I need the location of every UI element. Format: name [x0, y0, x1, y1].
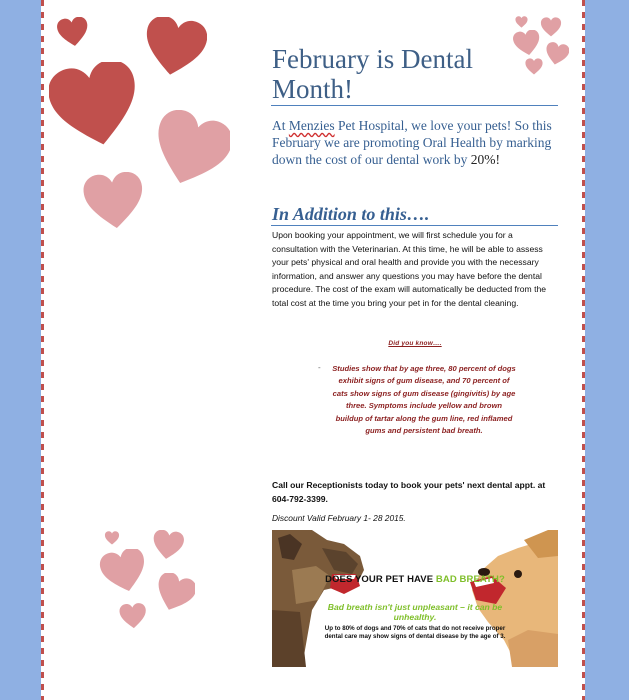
discount-percent: 20%! [470, 152, 500, 167]
ad-headline-highlight: BAD BREATH? [435, 574, 505, 585]
section-heading: In Addition to this…. [272, 204, 430, 224]
heart-icon [143, 17, 207, 77]
title-divider [271, 105, 558, 106]
intro-text: Pet Hospital, we love your pets! So this February we are promoting Oral Health by marking down the cost of our dental work by [272, 118, 552, 167]
heart-icon [540, 17, 562, 37]
bad-breath-ad [272, 530, 558, 667]
discount-validity: Discount Valid February 1- 28 2015. [272, 513, 406, 523]
ad-headline-start: DOES YOUR PET HAVE [325, 574, 436, 585]
dental-fact: Studies show that by age three, 80 percent of dogs exhibit signs of gum disease, and 70 percent of cats show signs of gum disease (gingivitis) by age three. Symptoms include yellow and brown buildup of tartar along the gum line, red inflamed gums and persistent bad breath. [332, 364, 516, 436]
heart-icon [57, 17, 89, 47]
call-to-action: Call our Receptionists today to book your pets' next dental appt. at 604-792-3399. [272, 480, 546, 504]
ad-note: Up to 80% of dogs and 70% of cats that do not receive proper dental care may show signs of dental disease by the age of 3. [324, 625, 506, 640]
page-title: February is Dental Month! [272, 44, 473, 104]
ad-illustration [272, 530, 558, 667]
heart-icon [515, 16, 528, 28]
heading-divider [271, 225, 558, 226]
page-border-right [582, 0, 585, 700]
hospital-name: Menzies [288, 118, 335, 133]
heart-icon [99, 549, 149, 593]
body-paragraph: Upon booking your appointment, we will first schedule you for a consultation with the Veterinarian. At this time, he will be able to assess your pets' physical and oral health and provide you with the necessary information, and answer any questions you may have before the dental procedure. The cost of the exam will automatically be deducted from the total cost at the time you bring your pet in for the dental cleaning. [272, 230, 547, 308]
intro-paragraph [272, 117, 558, 168]
heart-icon [104, 531, 120, 545]
page-border-left [41, 0, 44, 700]
ad-subline: Bad breath isn't just unpleasant – it can be unhealthy. [327, 602, 503, 622]
list-bullet: - [318, 363, 321, 372]
did-you-know-heading: Did you know…. [388, 340, 442, 347]
ad-headline [324, 574, 506, 585]
heart-icon [49, 62, 141, 148]
heart-icon [83, 172, 145, 230]
heart-icon [152, 110, 230, 190]
heart-icon [151, 530, 185, 560]
heart-icon [117, 603, 149, 629]
intro-lead: At [272, 118, 289, 133]
heart-icon [155, 573, 195, 613]
